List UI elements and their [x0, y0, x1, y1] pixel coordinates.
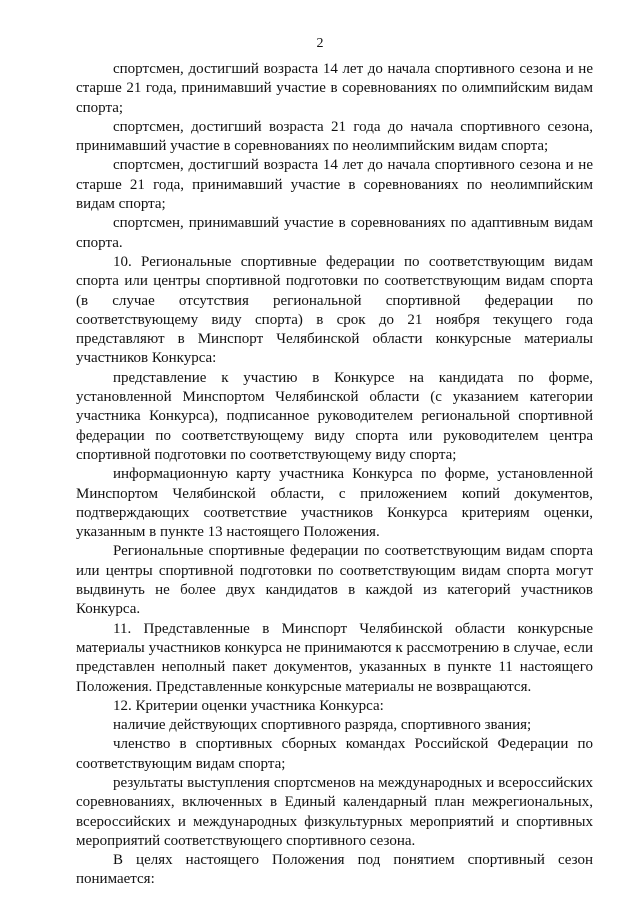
paragraph-category-non-olympic-21: спортсмен, достигший возраста 21 года до начала спортивного сезона, принимавший участие в соревнованиях по неолимпийским видам спорта; [76, 118, 593, 155]
paragraph-clause-11: 11. Представленные в Минспорт Челябинской области конкурсные материалы участников конкурса не принимаются к рассмотрению в случае, если представлен неполный пакет документов, указанных в пункте 11 настоящего Положения. Представленные конкурсные материалы не возвращаются. [76, 620, 593, 695]
document-body [76, 60, 593, 890]
paragraph-criterion-results: результаты выступления спортсменов на международных и всероссийских соревнованиях, включенных в Единый календарный план межрегиональных, всероссийских и международных физкультурных мероприятий и спортивных мероприятий соответствующего спортивного сезона. [76, 774, 593, 849]
paragraph-season-definition: В целях настоящего Положения под понятием спортивный сезон понимается: [76, 852, 593, 888]
paragraph-clause-10: 10. Региональные спортивные федерации по соответствующим видам спорта или центры спортивной подготовки по соответствующим видам спорта (в случае отсутствия региональной спортивной федерации по соответствующему виду спорта) в срок до 21 ноября текущего года представляют в Минспорт Челябинской области конкурсные материалы участников Конкурса: [76, 253, 593, 367]
paragraph-category-non-olympic-14: спортсмен, достигший возраста 14 лет до начала спортивного сезона и не старше 21 года, принимавший участие в соревнованиях по неолимпийским видам спорта; [76, 157, 593, 213]
paragraph-clause-12: 12. Критерии оценки участника Конкурса: [113, 697, 384, 714]
paragraph-criterion-rank: наличие действующих спортивного разряда, спортивного звания; [113, 717, 532, 734]
paragraph-info-card: информационную карту участника Конкурса по форме, установленной Минспортом Челябинской области, с приложением копий документов, подтверждающих соответствие участников Конкурса критериям оценки, указанным в пункте 13 настоящего Положения. [76, 466, 593, 541]
paragraph-candidate-limit: Региональные спортивные федерации по соответствующим видам спорта или центры спортивной подготовки по соответствующим видам спорта могут выдвинуть не более двух кандидатов в каждой из категорий участников Конкурса. [76, 543, 593, 618]
paragraph-criterion-team: членство в спортивных сборных командах Российской Федерации по соответствующим видам спорта; [76, 736, 593, 772]
paragraph-category-adaptive: спортсмен, принимавший участие в соревнованиях по адаптивным видам спорта. [76, 215, 593, 251]
page-number: 2 [316, 36, 324, 51]
paragraph-category-olympic: спортсмен, достигший возраста 14 лет до начала спортивного сезона и не старше 21 года, принимавший участие в соревнованиях по олимпийским видам спорта; [76, 61, 593, 116]
paragraph-nomination: представление к участию в Конкурсе на кандидата по форме, установленной Минспортом Челябинской области (с указанием категории участника Конкурса), подписанное руководителем региональной спортивной федерации по соответствующему виду спорта или руководителем центра спортивной подготовки по соответствующему виду спорта; [76, 369, 593, 463]
